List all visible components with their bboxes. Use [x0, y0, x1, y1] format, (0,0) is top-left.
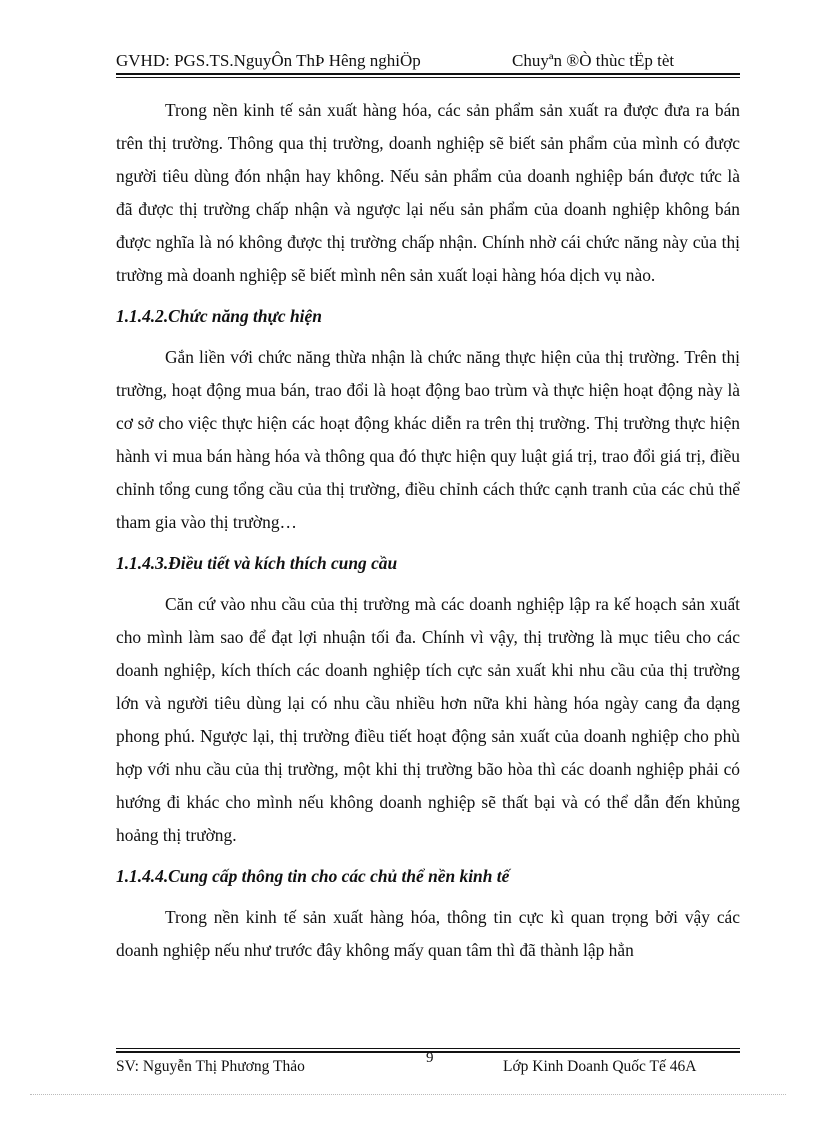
footer-rule-thin [116, 1048, 740, 1049]
body-text [116, 94, 740, 967]
paragraph-3: Căn cứ vào nhu cầu của thị trường mà các doanh nghiệp lập ra kế hoạch sản xuất cho mình làm sao để đạt lợi nhuận tối đa. Chính vì vậy, thị trường là mục tiêu cho các doanh nghiệp, kích thích các doanh nghiệp tích cực sản xuất khi nhu cầu của thị trường lớn và người tiêu dùng lại có nhu cầu nhiều hơn nữa khi hàng hóa ngày cang đa dạng phong phú. Ngược lại, thị trường điều tiết hoạt động sản xuất của doanh nghiệp cho phù hợp với nhu cầu của thị trường, một khi thị trường bão hòa thì các doanh nghiệp phải có hướng đi khác cho mình nếu không doanh nghiệp sẽ thất bại và có thể dẫn đến khủng hoảng thị trường. [116, 594, 740, 845]
paragraph-4: Trong nền kinh tế sản xuất hàng hóa, thông tin cực kì quan trọng bởi vậy các doanh nghiệp nếu như trước đây không mấy quan tâm thì đã thành lập hẳn [116, 907, 740, 960]
section-heading-1-1-4-3: 1.1.4.3.Điều tiết và kích thích cung cầu [116, 553, 398, 573]
section-heading-1-1-4-4: 1.1.4.4.Cung cấp thông tin cho các chủ thể nền kinh tế [116, 866, 510, 886]
footer-page-number: 9 [426, 1050, 434, 1066]
header-left: GVHD: PGS.TS.NguyÔn ThÞ Hêng nghiÖp [116, 51, 421, 70]
header-rule-thick [116, 73, 740, 75]
paragraph-1: Trong nền kinh tế sản xuất hàng hóa, các sản phẩm sản xuất ra được đưa ra bán trên thị trường. Thông qua thị trường, doanh nghiệp sẽ biết sản phẩm của mình có được người tiêu dùng đón nhận hay không. Nếu sản phẩm của doanh nghiệp bán được tức là đã được thị trường chấp nhận và ngược lại nếu sản phẩm của doanh nghiệp không bán được nghĩa là nó không được thị trường chấp nhận. Chính nhờ cái chức năng này của thị trường mà doanh nghiệp sẽ biết mình nên sản xuất loại hàng hóa dịch vụ nào. [116, 100, 740, 285]
page-bottom-edge [30, 1094, 786, 1095]
footer-class-name: Lớp Kinh Doanh Quốc Tế 46A [503, 1058, 697, 1075]
header-right: Chuyªn ®Ò thùc tËp tèt [512, 51, 675, 70]
section-heading-1-1-4-2: 1.1.4.2.Chức năng thực hiện [116, 306, 322, 326]
header-rule-thin [116, 77, 740, 78]
footer-student-name: SV: Nguyễn Thị Phương Thảo [116, 1058, 305, 1075]
paragraph-2: Gắn liền với chức năng thừa nhận là chức năng thực hiện của thị trường. Trên thị trường, hoạt động mua bán, trao đổi là hoạt động bao trùm và thực hiện hoạt động này là cơ sở cho việc thực hiện các hoạt động khác diễn ra trên thị trường. Thị trường thực hiện hành vi mua bán hàng hóa và thông qua đó thực hiện quy luật giá trị, trao đổi giá trị, điều chỉnh tổng cung tổng cầu của thị trường, điều chỉnh cách thức cạnh tranh của các chủ thể tham gia vào thị trường… [116, 347, 740, 532]
